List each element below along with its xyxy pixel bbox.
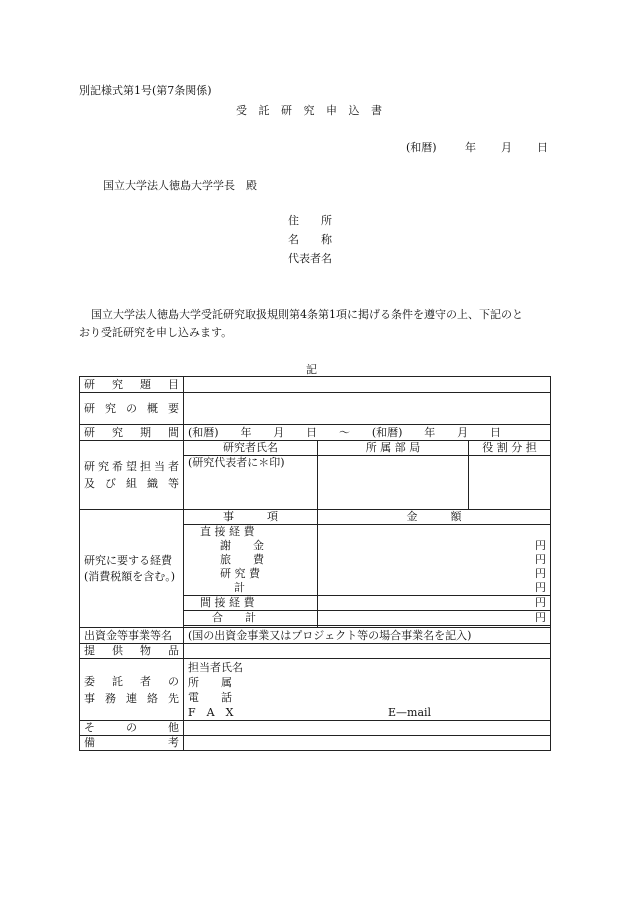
yen-unit: 円 — [535, 553, 547, 566]
row-other — [80, 721, 551, 736]
subtotal-label: 計 — [184, 581, 318, 596]
contact-phone-label: 電 話 — [188, 691, 232, 704]
period-end-year: 年 — [424, 425, 436, 439]
applicant-representative-label: 代表者名 — [288, 252, 332, 265]
cost-label — [80, 510, 184, 628]
date-month: 月 — [501, 141, 512, 154]
funding-label: 出資金等事業等名 — [80, 628, 184, 644]
research-period-label: 研究期間 — [80, 425, 184, 441]
staff-role-field[interactable] — [469, 456, 551, 510]
row-research-summary — [80, 393, 551, 425]
direct-cost-amount[interactable] — [318, 525, 551, 540]
gratuity-amount[interactable] — [318, 539, 551, 553]
period-start-month: 月 — [273, 425, 285, 439]
date-day: 日 — [537, 141, 548, 154]
row-cost-header — [80, 510, 551, 525]
period-end-era: (和暦) — [371, 425, 403, 439]
row-remarks — [80, 736, 551, 751]
gratuity-label: 謝 金 — [184, 539, 318, 553]
date-era: (和暦) — [406, 141, 437, 154]
ki-heading: 記 — [306, 363, 317, 376]
yen-unit: 円 — [535, 611, 547, 624]
travel-amount[interactable] — [318, 553, 551, 567]
document-title: 受 託 研 究 申 込 書 — [236, 104, 386, 117]
staff-note: (研究代表者に＊印) — [188, 456, 285, 469]
staff-label — [80, 441, 184, 510]
application-table — [79, 376, 551, 751]
contact-email-label: E—mail — [388, 706, 432, 719]
provided-items-field[interactable] — [184, 644, 551, 659]
period-end-day: 日 — [489, 425, 501, 439]
period-end-month: 月 — [457, 425, 469, 439]
indirect-cost-label: 間 接 経 費 — [184, 596, 318, 611]
travel-label: 旅 費 — [184, 553, 318, 567]
row-funding — [80, 628, 551, 644]
staff-label-line2: 及び組織等 — [84, 477, 179, 490]
date-year: 年 — [465, 141, 476, 154]
other-label: その他 — [80, 721, 184, 736]
staff-label-line1: 研究希望担当者 — [84, 460, 179, 473]
form-number: 別記様式第1号(第7条関係) — [79, 84, 212, 97]
contact-person-label: 担当者氏名 — [188, 661, 243, 674]
row-contact — [80, 659, 551, 721]
total-label: 合 計 — [184, 611, 318, 626]
yen-unit: 円 — [535, 581, 547, 594]
contact-label-line2: 事務連絡先 — [84, 691, 179, 705]
period-start-year: 年 — [240, 425, 252, 439]
cost-label-line2: (消費税額を含む。) — [84, 569, 176, 583]
contact-label — [80, 659, 184, 721]
period-start-day: 日 — [306, 425, 318, 439]
addressee: 国立大学法人徳島大学学長 殿 — [103, 179, 257, 192]
remarks-label: 備考 — [80, 736, 184, 751]
yen-unit: 円 — [535, 567, 547, 580]
cost-header-amount: 金 額 — [318, 510, 551, 525]
research-cost-label: 研 究 費 — [184, 567, 318, 581]
row-research-period — [80, 425, 551, 441]
other-field[interactable] — [184, 721, 551, 736]
row-research-title — [80, 377, 551, 393]
research-period-field[interactable] — [184, 425, 551, 441]
research-title-label: 研究題目 — [80, 377, 184, 393]
research-title-field[interactable] — [184, 377, 551, 393]
period-separator: ～ — [338, 425, 350, 439]
indirect-cost-amount[interactable] — [318, 596, 551, 611]
subtotal-amount[interactable] — [318, 581, 551, 596]
provided-items-label: 提供物品 — [80, 644, 184, 659]
row-provided-items — [80, 644, 551, 659]
staff-dept-field[interactable] — [318, 456, 469, 510]
direct-cost-label: 直 接 経 費 — [184, 525, 318, 540]
staff-header-dept: 所 属 部 局 — [318, 441, 469, 456]
staff-header-name: 研究者氏名 — [184, 441, 318, 456]
contact-dept-label: 所 属 — [188, 676, 232, 689]
period-start-era: (和暦) — [188, 425, 219, 439]
yen-unit: 円 — [535, 596, 547, 609]
yen-unit: 円 — [535, 539, 547, 552]
funding-field[interactable] — [184, 628, 551, 644]
contact-fax-email-line — [188, 705, 546, 720]
staff-header-role: 役 割 分 担 — [469, 441, 551, 456]
applicant-address-label: 住 所 — [288, 214, 332, 227]
staff-name-field[interactable] — [184, 456, 318, 510]
research-cost-amount[interactable] — [318, 567, 551, 581]
remarks-field[interactable] — [184, 736, 551, 751]
contact-fax-label: F A X — [188, 706, 234, 719]
body-text-line1: 国立大学法人徳島大学受託研究取扱規則第4条第1項に掲げる条件を遵守の上、下記のと — [91, 308, 523, 321]
research-summary-label: 研究の概要 — [80, 393, 184, 425]
funding-note: (国の出資金事業又はプロジェクト等の場合事業名を記入) — [188, 628, 472, 642]
cost-label-line1: 研究に要する経費 — [84, 553, 172, 567]
body-text-line2: おり受託研究を申し込みます。 — [79, 326, 233, 339]
contact-label-line1: 委託者の — [84, 674, 179, 688]
research-summary-field[interactable] — [184, 393, 551, 425]
total-amount[interactable] — [318, 611, 551, 626]
contact-field[interactable] — [184, 659, 551, 721]
applicant-name-label: 名 称 — [288, 233, 332, 246]
cost-header-item: 事 項 — [184, 510, 318, 525]
row-staff-header — [80, 441, 551, 456]
